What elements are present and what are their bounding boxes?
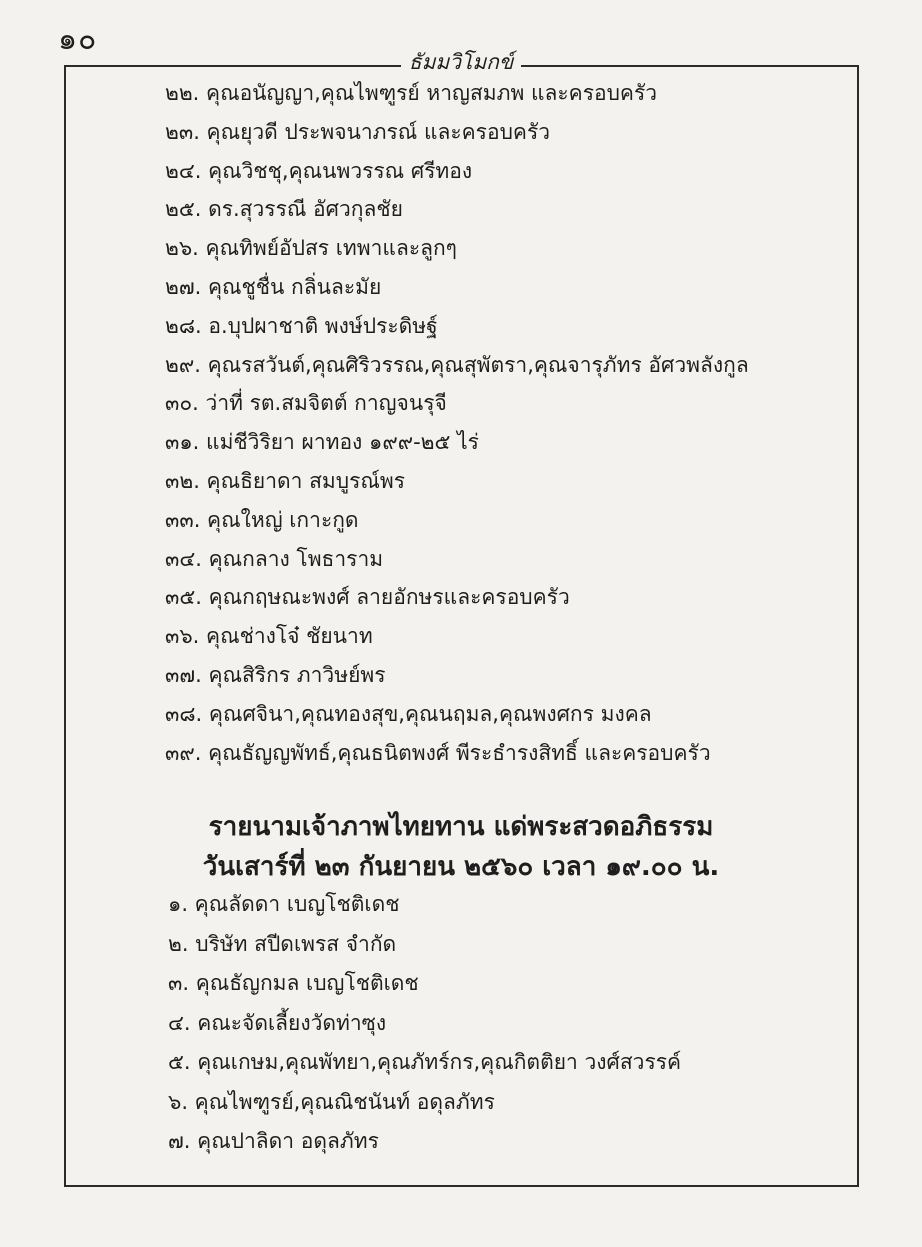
list-item: ๒๔. คุณวิชชุ,คุณนพวรรณ ศรีทอง bbox=[165, 158, 473, 183]
donor-list-bottom bbox=[168, 885, 681, 1162]
list-item: ๓๘. คุณศจินา,คุณทองสุข,คุณนฤมล,คุณพงศกร มงคล bbox=[165, 701, 652, 726]
list-item: ๒๕. ดร.สุวรรณี อัศวกุลชัย bbox=[165, 197, 403, 222]
list-item: ๓. คุณธัญกมล เบญโชติเดช bbox=[168, 971, 419, 995]
list-item: ๒๘. อ.บุปผาชาติ พงษ์ประดิษฐ์ bbox=[165, 313, 438, 338]
list-item: ๓๕. คุณกฤษณะพงศ์ ลายอักษรและครอบครัว bbox=[165, 585, 570, 610]
list-item: ๔. คณะจัดเลี้ยงวัดท่าซุง bbox=[168, 1010, 387, 1035]
list-item: ๓๖. คุณช่างโจ๋ ชัยนาท bbox=[165, 624, 373, 649]
list-item: ๓๔. คุณกลาง โพธาราม bbox=[165, 546, 384, 571]
list-item: ๒๓. คุณยุวดี ประพจนาภรณ์ และครอบครัว bbox=[165, 119, 551, 144]
list-item: ๒๒. คุณอนัญญา,คุณไพฑูรย์ หาญสมภพ และครอบครัว bbox=[165, 81, 658, 105]
list-item: ๓๙. คุณธัญญพัทธ์,คุณธนิตพงศ์ พีระธำรงสิทธิ์ และครอบครัว bbox=[165, 740, 711, 765]
list-item: ๖. คุณไพฑูรย์,คุณณิชนันท์ อดุลภัทร bbox=[168, 1089, 495, 1114]
list-item: ๒. บริษัท สปีดเพรส จำกัด bbox=[168, 931, 397, 956]
list-item: ๒๙. คุณรสวันต์,คุณศิริวรรณ,คุณสุพัตรา,คุณจารุภัทร อัศวพลังกูล bbox=[165, 352, 749, 377]
list-item: ๕. คุณเกษม,คุณพัทยา,คุณภัทร์กร,คุณกิตติยา วงศ์สวรรค์ bbox=[168, 1050, 682, 1074]
section-heading: รายนามเจ้าภาพไทยทาน แด่พระสวดอภิธรรม bbox=[208, 812, 714, 842]
list-item: ๓๗. คุณสิริกร ภาวิษย์พร bbox=[165, 662, 386, 687]
section-date: วันเสาร์ที่ ๒๓ กันยายน ๒๕๖๐ เวลา ๑๙.๐๐ น. bbox=[202, 852, 720, 882]
list-item: ๓๒. คุณธิยาดา สมบูรณ์พร bbox=[165, 468, 405, 493]
list-item: ๗. คุณปาลิดา อดุลภัทร bbox=[168, 1129, 379, 1153]
donor-list-top bbox=[165, 74, 749, 772]
list-item: ๓๓. คุณใหญ่ เกาะกูด bbox=[165, 507, 359, 532]
list-item: ๑. คุณลัดดา เบญโชติเดช bbox=[168, 892, 400, 916]
header-title-text: ธัมมวิโมกข์ bbox=[401, 50, 522, 74]
list-item: ๓๑. แม่ชีวิริยา ผาทอง ๑๙๙-๒๕ ไร่ bbox=[165, 430, 479, 455]
page-number: ๑๐ bbox=[58, 22, 98, 57]
list-item: ๓๐. ว่าที่ รต.สมจิตต์ กาญจนรุจี bbox=[165, 391, 447, 416]
list-item: ๒๗. คุณชูชื่น กลิ่นละมัย bbox=[165, 274, 382, 299]
list-item: ๒๖. คุณทิพย์อัปสร เทพาและลูกๆ bbox=[165, 236, 457, 261]
